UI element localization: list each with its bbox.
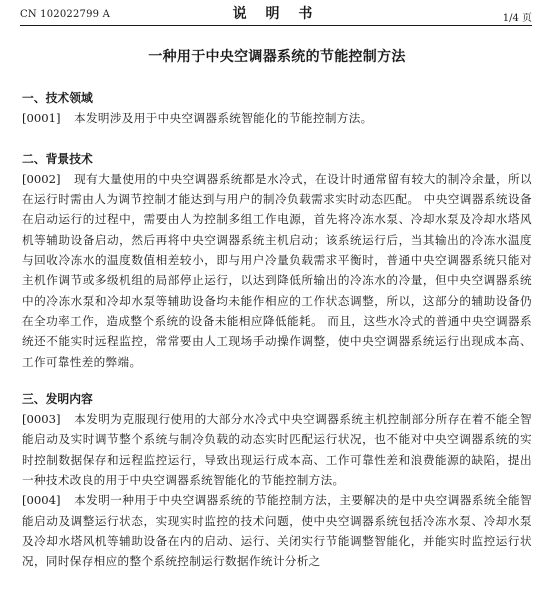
paragraph-text: 现有大量使用的中央空调器系统都是水冷式，在设计时通常留有较大的制冷余量，所以在运行时需由人为调节控制才能达到与用户的制冷负载需求实时动态匹配。 中央空调器系统设备在启动运行的过程中，需要由人为控制多组工作电源，首先将冷冻水泵、冷却水泵及冷却水塔风机等辅助设备启动，然后再将中央空调器系统主机启动；该系统运行后，当其输出的冷冻水温度与回收冷冻水的温度数值相差较小，即与用户冷量负载需求平衡时，普通中央空调器系统只能对主机作调节或多级机组的局部停止运行，以达到降低所输出的冷冻水的冷量，但中央空调器系统中的冷冻水泵和冷却水泵等辅助设备均未能作相应的工作状态调整，所以，这部分的辅助设备仍在全功率工作，造成整个系统的设备未能相应降低能耗。 而且，这些水冷式的普通中央空调器系统还不能实时远程监控，常常要由人工现场手动操作调整，使中央空调器系统运行出现成本高、工作可靠性差的弊端。 bbox=[22, 171, 532, 369]
page-indicator: 1/4 页 bbox=[502, 13, 532, 24]
section-technical-field bbox=[22, 88, 532, 129]
spacer bbox=[22, 129, 532, 149]
section-background bbox=[22, 149, 532, 372]
paragraph bbox=[22, 169, 532, 372]
page-header bbox=[20, 2, 532, 24]
section-heading: 二、背景技术 bbox=[22, 151, 93, 166]
paragraph bbox=[22, 108, 532, 128]
paragraph-number: [0002] bbox=[22, 171, 61, 186]
paragraph bbox=[22, 409, 532, 490]
section-heading: 三、发明内容 bbox=[22, 391, 93, 406]
document-title: 一种用于中央空调器系统的节能控制方法 bbox=[148, 49, 406, 65]
spacer bbox=[22, 372, 532, 389]
paragraph-text: 本发明一种用于中央空调器系统的节能控制方法，主要解决的是中央空调器系统全能智能启动及调整运行状态，实现实时监控的技术问题，使中央空调器系统包括冷冻水泵、冷却水泵及冷却水塔风机等辅助设备在内的启动、运行、关闭实行节能调整智能化，并能实时监控运行状况，同时保存相应的整个系统控制运行数据作统计分析之 bbox=[22, 493, 532, 569]
publication-number: CN 102022799 A bbox=[20, 9, 111, 20]
section-heading: 一、技术领域 bbox=[22, 91, 93, 105]
paragraph bbox=[22, 490, 532, 571]
paragraph-number: [0001] bbox=[22, 111, 61, 126]
header-divider bbox=[20, 25, 532, 26]
document-body bbox=[22, 88, 532, 572]
paragraph-number: [0004] bbox=[22, 493, 61, 508]
paragraph-number: [0003] bbox=[22, 412, 61, 427]
document-type: 说 明 书 bbox=[232, 6, 320, 22]
section-summary bbox=[22, 389, 532, 572]
paragraph-text: 本发明为克服现行使用的大部分水冷式中央空调器系统主机控制部分所存在着不能全智能启动及实时调节整个系统与制冷负载的动态实时匹配运行状况，也不能对中央空调器系统的实时控制数据保存和远程监控运行，导致出现运行成本高、工作可靠性差和浪费能源的缺陷，提出一种技术改良的用于中央空调器系统智能化的节能控制方法。 bbox=[22, 412, 532, 488]
paragraph-text: 本发明涉及用于中央空调器系统智能化的节能控制方法。 bbox=[74, 111, 373, 126]
